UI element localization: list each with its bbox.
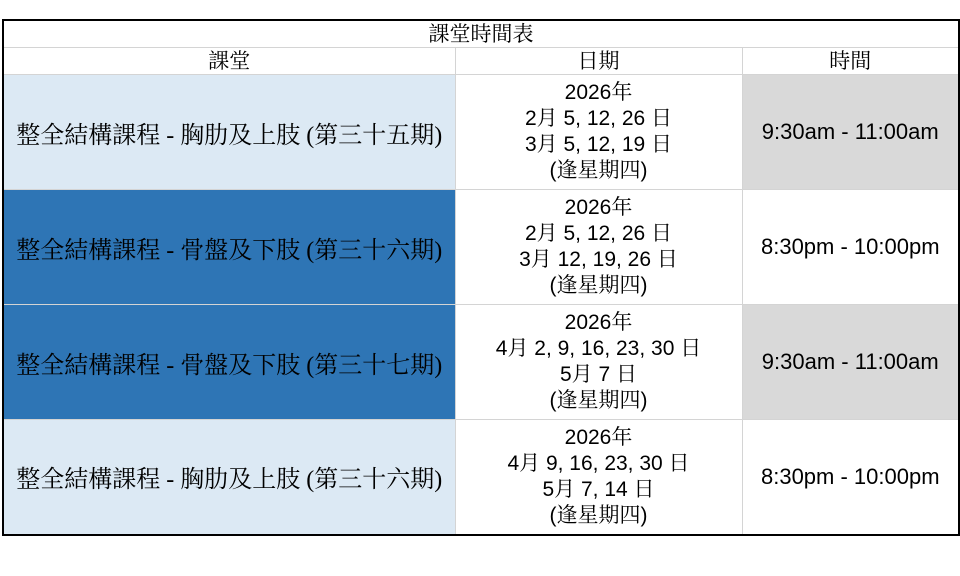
course-name: 整全結構課程 - 胸肋及上肢 (第三十六期) (3, 420, 455, 535)
date-cell (455, 305, 742, 420)
table-row (3, 190, 959, 305)
date-cell (455, 190, 742, 305)
date-line-1: 2月 5, 12, 26 日 (524, 222, 673, 245)
date-line-2: 5月 7 日 (559, 363, 638, 386)
date-year: 2026年 (564, 81, 633, 104)
time-range: 9:30am - 11:00am (742, 75, 959, 190)
date-year: 2026年 (564, 311, 633, 334)
date-cell (455, 420, 742, 535)
table-row (3, 75, 959, 190)
table-row (3, 420, 959, 535)
table-row (3, 305, 959, 420)
date-weekday-note: (逢星期四) (549, 159, 648, 182)
date-line-1: 4月 9, 16, 23, 30 日 (507, 451, 690, 475)
time-range: 8:30pm - 10:00pm (742, 190, 959, 305)
date-line-1: 2月 5, 12, 26 日 (524, 107, 673, 130)
date-cell (455, 75, 742, 190)
date-weekday-note: (逢星期四) (549, 503, 648, 527)
course-name: 整全結構課程 - 胸肋及上肢 (第三十五期) (3, 75, 455, 190)
date-line-2: 3月 12, 19, 26 日 (519, 248, 678, 271)
course-name: 整全結構課程 - 骨盤及下肢 (第三十七期) (3, 305, 455, 420)
class-timetable (2, 19, 960, 536)
time-range: 9:30am - 11:00am (742, 305, 959, 420)
date-weekday-note: (逢星期四) (549, 274, 648, 297)
date-year: 2026年 (564, 425, 633, 449)
course-name: 整全結構課程 - 骨盤及下肢 (第三十六期) (3, 190, 455, 305)
column-header-date: 日期 (455, 48, 742, 75)
table-title: 課堂時間表 (3, 20, 959, 48)
header-row (3, 48, 959, 75)
date-line-2: 5月 7, 14 日 (542, 477, 655, 501)
time-range: 8:30pm - 10:00pm (742, 420, 959, 535)
column-header-course: 課堂 (3, 48, 455, 75)
date-year: 2026年 (564, 196, 633, 219)
date-line-2: 3月 5, 12, 19 日 (524, 133, 673, 156)
title-row (3, 20, 959, 48)
date-weekday-note: (逢星期四) (549, 389, 648, 412)
column-header-time: 時間 (742, 48, 959, 75)
date-line-1: 4月 2, 9, 16, 23, 30 日 (495, 337, 702, 360)
